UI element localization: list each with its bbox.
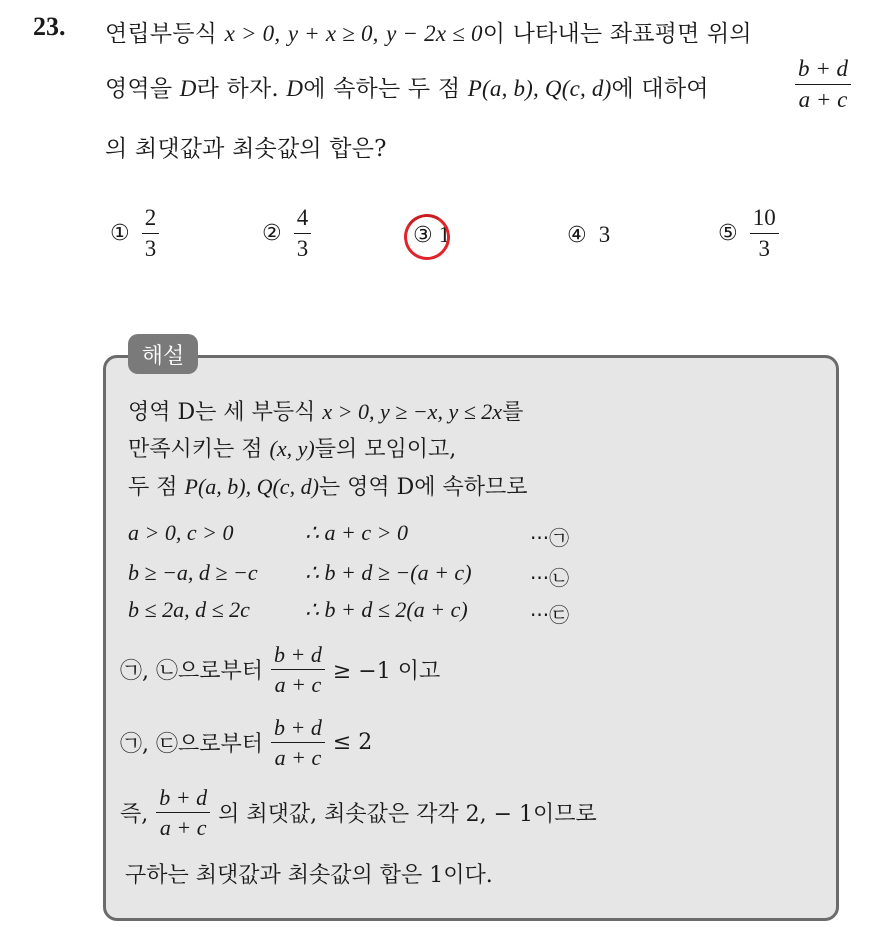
choice-denominator: 3 [758,236,770,262]
result-row-4: 구하는 최댓값과 최솟값의 합은 1이다. [125,863,493,888]
solution-text: 영역 D는 세 부등식 [128,400,316,425]
fraction-denominator: a + c [159,815,207,841]
math-row-1-left: a > 0, c > 0 [128,520,234,545]
choice-4[interactable] [567,222,610,248]
choice-numerator: 2 [142,205,160,234]
region-symbol: D [179,76,197,101]
fraction-numerator: b + d [795,56,851,85]
math-row-1-mark: ···㉠ [530,526,570,550]
math-row-3-right: ∴ b + d ≤ 2(a + c) [305,597,468,622]
math-row-1-right: ∴ a + c > 0 [305,520,408,545]
question-fraction [795,56,851,114]
result-row-1 [120,642,440,698]
math-row-2-right: ∴ b + d ≥ −(a + c) [305,560,472,585]
question-number: 23. [33,12,66,41]
result-row-2 [120,715,372,771]
result-suffix: ≤ 2 [332,730,373,756]
choice-value: 1 [438,222,451,247]
selected-answer-circle [400,209,455,264]
region-symbol: D [286,76,304,101]
choice-2[interactable] [262,205,311,263]
math-row-2-mark: ···㉡ [530,566,570,590]
inequality-2: y + x ≥ 0, [287,21,379,46]
choice-value: 3 [598,222,611,247]
fraction-numerator: b + d [271,715,325,743]
choice-1[interactable] [110,205,159,263]
solution-line-3 [128,470,528,501]
question-line-3: 의 최댓값과 최솟값의 합은? [105,136,387,162]
result-prefix: 즉, [120,802,149,828]
solution-math: (x, y) [269,436,315,461]
choice-denominator: 3 [296,236,309,262]
question-text: 라 하자. [196,76,279,102]
choice-marker: ③ [413,223,433,248]
solution-text: 들의 모임이고, [314,437,457,462]
fraction-numerator: b + d [271,642,325,670]
fraction-denominator: a + c [274,745,322,771]
points: P(a, b), Q(c, d) [467,76,612,101]
question-text: 이 나타내는 좌표평면 위의 [482,21,752,47]
result-row-3 [120,785,597,841]
choice-3[interactable] [413,222,450,248]
question-text: 연립부등식 [105,21,218,47]
result-prefix: ㉠, ㉢으로부터 [120,732,263,758]
solution-math: x > 0, y ≥ −x, y ≤ 2x [322,399,503,424]
choice-5[interactable] [718,205,779,263]
question-line-2 [105,70,709,103]
solution-tag: 해설 [128,334,198,374]
choice-numerator: 4 [294,205,312,234]
choice-marker: ⑤ [718,221,738,247]
solution-line-1 [128,395,523,426]
question-text: 에 속하는 두 점 [303,76,461,102]
question-text: 에 대하여 [611,76,709,102]
inequality-1: x > 0, [224,21,281,46]
math-row-3-left: b ≤ 2a, d ≤ 2c [128,597,250,622]
fraction-numerator: b + d [156,785,210,813]
solution-text: 두 점 [128,475,178,500]
result-suffix: 의 최댓값, 최솟값은 각각 2, − 1이므로 [218,802,597,828]
solution-text: 를 [502,400,524,425]
math-row-2-left: b ≥ −a, d ≥ −c [128,560,258,585]
solution-line-2 [128,432,456,463]
choice-numerator: 10 [750,205,779,234]
question-line-1 [105,15,752,48]
choice-marker: ① [110,221,130,247]
result-prefix: ㉠, ㉡으로부터 [120,659,263,685]
solution-text: 는 영역 D에 속하므로 [318,475,528,500]
choice-denominator: 3 [144,236,157,262]
question-text: 영역을 [105,76,173,102]
solution-text: 만족시키는 점 [128,437,263,462]
fraction-denominator: a + c [798,87,848,113]
choice-marker: ④ [567,222,587,248]
fraction-denominator: a + c [274,672,322,698]
result-suffix: ≥ −1 이고 [332,659,441,685]
inequality-3: y − 2x ≤ 0 [386,21,483,46]
solution-math: P(a, b), Q(c, d) [184,474,319,499]
choice-marker: ② [262,221,282,247]
math-row-3-mark: ···㉢ [530,603,570,627]
